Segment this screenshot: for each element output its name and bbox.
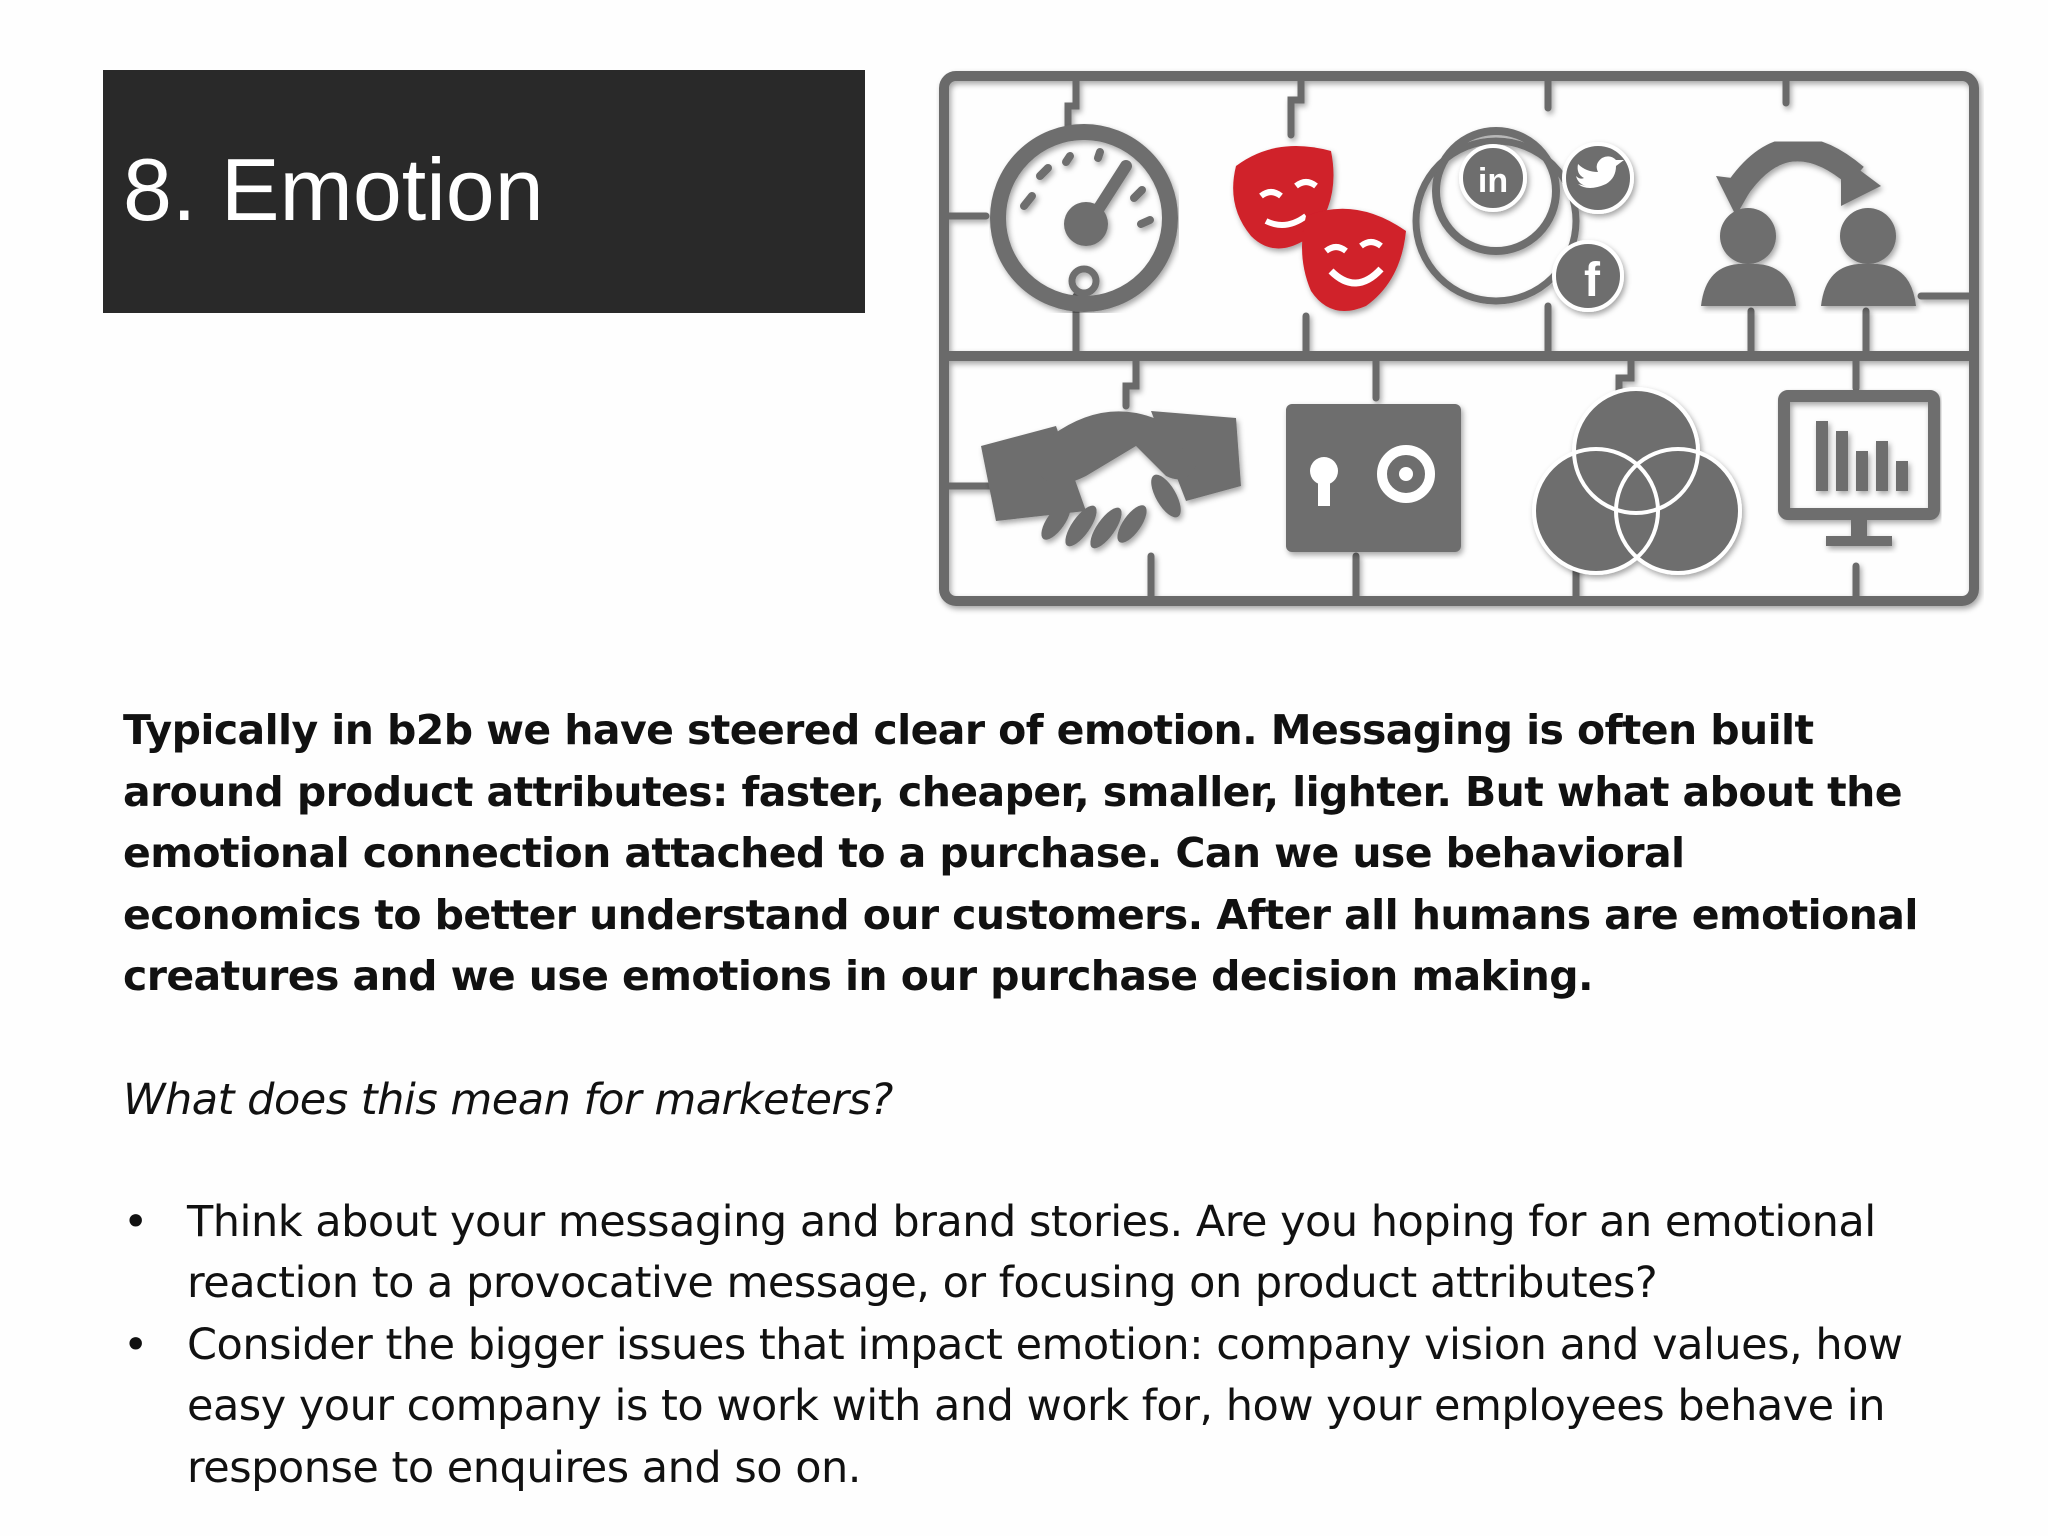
bullet-text: Think about your messaging and brand stories. Are you hoping for an emotional reaction to a provocative message, or focusing on product attributes?: [187, 1196, 1876, 1308]
lead-paragraph: Typically in b2b we have steered clear of emotion. Messaging is often built around product attributes: faster, cheaper, smaller, lighter. But what about the emotional connection attached to a purchase. Can we use behavioral economics to better understand our customers. After all humans are emotional creatures and we use emotions in our purchase decision making.: [123, 706, 1918, 1000]
key-ticket-icon: [1286, 404, 1461, 552]
venn-diagram-icon: [1534, 389, 1740, 573]
question-heading: What does this mean for marketers?: [123, 1074, 893, 1125]
social-network-icon: [1416, 131, 1632, 310]
bullet-list: [123, 1192, 1943, 1500]
model-kit-sprue-illustration: [936, 66, 1984, 626]
slide-body: [123, 700, 1943, 1499]
slide-title: 8. Emotion: [123, 140, 544, 239]
svg-text:in: in: [1477, 162, 1509, 200]
theater-masks-icon: [1233, 146, 1406, 311]
list-item: [123, 1315, 1977, 1500]
bullet-glyph: •: [123, 1196, 148, 1247]
handshake-icon: [981, 411, 1241, 553]
bullet-glyph: •: [123, 1319, 148, 1370]
bullet-text: Consider the bigger issues that impact emotion: company vision and values, how easy your company is to work with and work for, how your employees behave in response to enquires and so on.: [187, 1319, 1903, 1493]
title-banner: [103, 70, 865, 313]
bar-chart-monitor-icon: [1784, 396, 1934, 546]
list-item: [123, 1192, 1977, 1315]
speedometer-icon: [998, 132, 1170, 304]
svg-text:f: f: [1584, 254, 1600, 307]
people-exchange-icon: [1701, 149, 1916, 306]
